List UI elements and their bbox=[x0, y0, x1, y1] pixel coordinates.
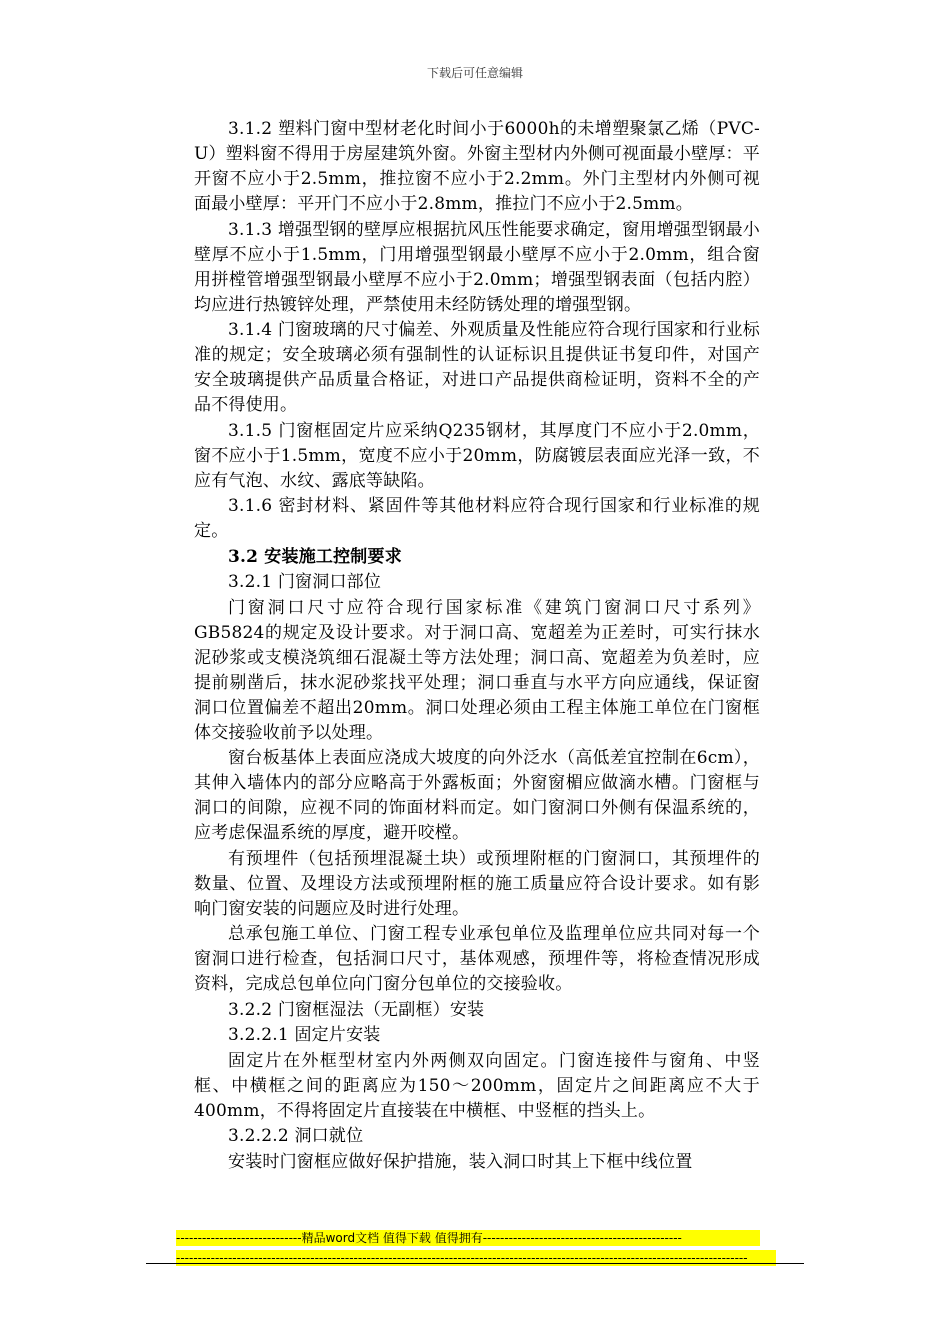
paragraph: 3.2.2.2 洞口就位 bbox=[228, 1126, 364, 1146]
paragraph: 门窗洞口尺寸应符合现行国家标准《建筑门窗洞口尺寸系列》GB5824的规定及设计要求。对于洞口高、宽超差为正差时，可实行抹水泥砂浆或支模浇筑细石混凝土等方法处理；洞口高、宽超差为负差时，应提前剔凿后，抹水泥砂浆找平处理；洞口垂直与水平方向应通线，保证窗洞口位置偏差不超出20mm。洞口处理必须由工程主体施工单位在门窗框体交接验收前予以处理。 bbox=[194, 597, 760, 743]
footer-banner bbox=[176, 1230, 776, 1266]
footer-banner-line-2: ------------------------------------------------------------------------------------------------------------------------------------ bbox=[176, 1250, 776, 1266]
paragraph: 3.1.3 增强型钢的壁厚应根据抗风压性能要求确定，窗用增强型钢最小壁厚不应小于1.5mm，门用增强型钢最小壁厚不应小于2.0mm，组合窗用拼樘管增强型钢最小壁厚不应小于2.0mm；增强型钢表面（包括内腔）均应进行热镀锌处理，严禁使用未经防锈处理的增强型钢。 bbox=[194, 219, 760, 315]
paragraph: 总承包施工单位、门窗工程专业承包单位及监理单位应共同对每一个窗洞口进行检查，包括洞口尺寸，基体观感，预埋件等，将检查情况形成资料，完成总包单位向门窗分包单位的交接验收。 bbox=[194, 924, 760, 994]
paragraph: 3.2.2.1 固定片安装 bbox=[228, 1025, 381, 1045]
paragraph: 安装时门窗框应做好保护措施，装入洞口时其上下框中线位置 bbox=[228, 1151, 693, 1172]
paragraph: 3.1.5 门窗框固定片应采纳Q235钢材，其厚度门不应小于2.0mm，窗不应小于1.5mm，宽度不应小于20mm，防腐镀层表面应光泽一致，不应有气泡、水纹、露底等缺陷。 bbox=[194, 420, 760, 491]
paragraph: 3.1.4 门窗玻璃的尺寸偏差、外观质量及性能应符合现行国家和行业标准的规定；安全玻璃必须有强制性的认证标识且提供证书复印件，对国产安全玻璃提供产品质量合格证，对进口产品提供商检证明，资料不全的产品不得使用。 bbox=[194, 320, 760, 415]
section-heading: 3.2 安装施工控制要求 bbox=[228, 546, 402, 567]
page-header: 下载后可任意编辑 bbox=[426, 66, 523, 80]
footer-rule bbox=[146, 1263, 804, 1264]
paragraph: 窗台板基体上表面应浇成大坡度的向外泛水（高低差宜控制在6cm），其伸入墙体内的部分应略高于外露板面；外窗窗楣应做滴水槽。门窗框与洞口的间隙，应视不同的饰面材料而定。如门窗洞口外侧有保温系统的，应考虑保温系统的厚度，避开咬樘。 bbox=[194, 748, 760, 843]
paragraph: 3.2.1 门窗洞口部位 bbox=[228, 572, 382, 592]
document-body bbox=[194, 117, 760, 1175]
paragraph: 3.1.6 密封材料、紧固件等其他材料应符合现行国家和行业标准的规定。 bbox=[194, 496, 760, 541]
paragraph: 固定片在外框型材室内外两侧双向固定。门窗连接件与窗角、中竖框、中横框之间的距离应为150～200mm，固定片之间距离应不大于400mm，不得将固定片直接装在中横框、中竖框的挡头上。 bbox=[194, 1050, 760, 1121]
paragraph: 3.1.2 塑料门窗中型材老化时间小于6000h的未增塑聚氯乙烯（PVC-U）塑料窗不得用于房屋建筑外窗。外窗主型材内外侧可视面最小壁厚：平开窗不应小于2.5mm，推拉窗不应小于2.2mm。外门主型材内外侧可视面最小壁厚：平开门不应小于2.8mm，推拉门不应小于2.5mm。 bbox=[194, 119, 760, 214]
paragraph: 有预埋件（包括预埋混凝土块）或预埋附框的门窗洞口，其预埋件的数量、位置、及埋设方法或预埋附框的施工质量应符合设计要求。如有影响门窗安装的问题应及时进行处理。 bbox=[194, 848, 760, 919]
paragraph: 3.2.2 门窗框湿法（无副框）安装 bbox=[228, 999, 485, 1020]
footer-banner-line-1: -----------------------------精品word文档 值得下载 值得拥有---------------------------------------------- bbox=[176, 1230, 760, 1246]
